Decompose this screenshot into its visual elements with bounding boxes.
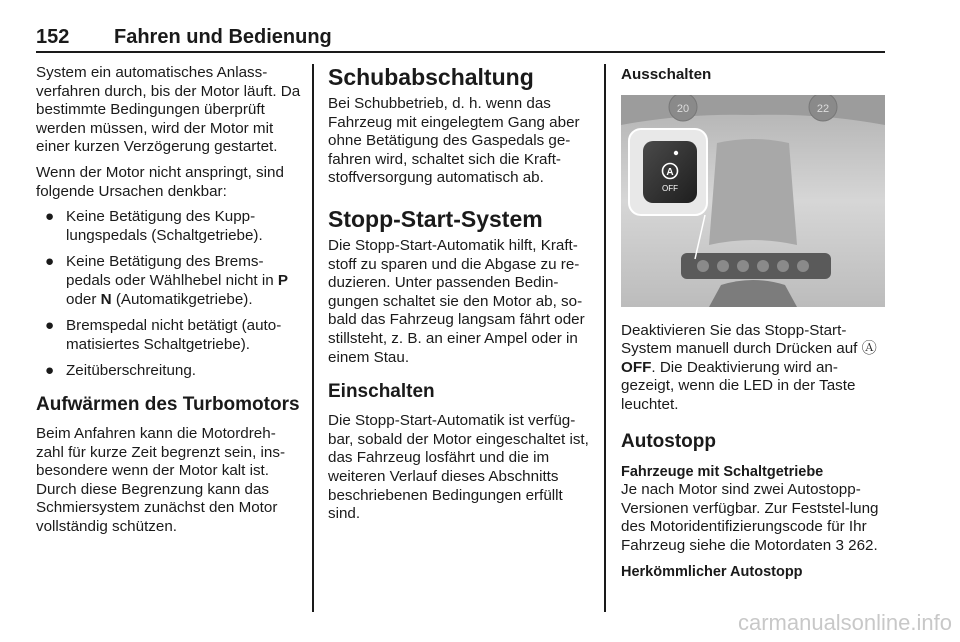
header-rule xyxy=(36,51,885,53)
subsection-heading: Herkömmlicher Autostopp xyxy=(621,563,803,580)
bullet-icon: ● xyxy=(45,362,55,380)
page-header xyxy=(36,26,884,50)
paragraph: Die Stopp-Start-Automatik ist verfüg-bar, sobald der Motor eingeschaltet ist, das Fahrzeug losfährt und die im weiteren Verlauf dieses Abschnitts beschriebenen Bedingungen erfüllt sind. xyxy=(328,412,589,523)
stop-start-button-figure xyxy=(621,95,885,307)
led-indicator xyxy=(674,150,678,154)
gear-n: N xyxy=(100,290,112,308)
page-number: 152 xyxy=(36,26,70,48)
gear-p: P xyxy=(277,271,289,289)
paragraph: Wenn der Motor nicht anspringt, sind folgende Ursachen denkbar: xyxy=(36,163,284,200)
subsection-heading: Fahrzeuge mit Schaltgetriebe xyxy=(621,463,824,480)
watermark: carmanualsonline.info xyxy=(737,610,952,635)
reference-arrow-icon: 3 xyxy=(835,536,844,554)
bullet-icon: ● xyxy=(45,317,55,335)
column-right xyxy=(621,64,887,581)
dial-label-left: 20 xyxy=(676,102,690,115)
section-heading: Einschalten xyxy=(328,381,435,403)
list-item: ● Bremspedal nicht betätigt (auto-matisiertes Schaltgetriebe). xyxy=(45,317,282,353)
column-middle xyxy=(328,64,590,524)
auto-stop-icon: Ⓐ xyxy=(861,340,877,358)
button-letter: A xyxy=(666,166,674,178)
column-divider xyxy=(604,64,606,612)
paragraph: Deaktivieren Sie das Stopp-Start-System manuell durch Drücken auf Ⓐ OFF. Die Deaktivierung wird an-gezeigt, wenn die LED in der Taste leuchtet. xyxy=(621,321,877,413)
bullet-icon: ● xyxy=(45,208,55,226)
column-left xyxy=(36,64,302,536)
paragraph: System ein automatisches Anlass-verfahren durch, bis der Motor läuft. Da bestimmte Bedingungen überprüft werden müssen, wird der Motor mit einer kurzen Verzögerung gestartet. xyxy=(36,64,301,156)
section-heading: Autostopp xyxy=(621,430,716,452)
dial-label-right: 22 xyxy=(816,102,830,115)
section-heading: Stopp-Start-System xyxy=(328,205,543,232)
paragraph: Bei Schubbetrieb, d. h. wenn das Fahrzeug mit eingelegtem Gang aber ohne Betätigung des Gaspedals ge-fahren wird, schaltet sich die Kraft-stoffversorgung automatisch ab. xyxy=(328,95,580,187)
button-off-label: OFF xyxy=(662,183,678,193)
page-title: Fahren und Bedienung xyxy=(114,26,332,48)
paragraph: Beim Anfahren kann die Motordreh-zahl für kurze Zeit begrenzt sein, ins-besondere wenn der Motor kalt ist. Durch diese Begrenzung kann das Schmiersystem zunächst den Motor vollständig schützen. xyxy=(36,424,286,535)
dashboard-illustration xyxy=(621,95,885,307)
cause-list xyxy=(36,208,302,381)
column-divider xyxy=(312,64,314,612)
section-heading: Ausschalten xyxy=(621,66,712,83)
section-heading: Schubabschaltung xyxy=(328,64,534,90)
list-item: ● Zeitüberschreitung. xyxy=(45,362,197,380)
bullet-icon: ● xyxy=(45,253,55,271)
paragraph: Je nach Motor sind zwei Autostopp-Versionen verfügbar. Zur Feststel-lung des Motoridentifizierungscode für Ihr Fahrzeug siehe die Motordaten 3 262. xyxy=(621,481,879,554)
paragraph: Die Stopp-Start-Automatik hilft, Kraft-stoff zu sparen und die Abgase zu re-duzieren. Unter passenden Bedin-gungen schaltet sie den Motor ab, so-bald das Fahrzeug langsam fährt oder stillsteht, z. B. an einer Ampel oder in einem Stau. xyxy=(328,236,585,366)
list-item: ● Keine Betätigung des Kupp-lungspedals (Schaltgetriebe). xyxy=(45,208,263,244)
list-item: ● Keine Betätigung des Brems-pedals oder Wählhebel nicht in P oder N (Automatikgetriebe). xyxy=(45,253,289,308)
section-heading: Aufwärmen des Turbomotors xyxy=(36,393,300,415)
